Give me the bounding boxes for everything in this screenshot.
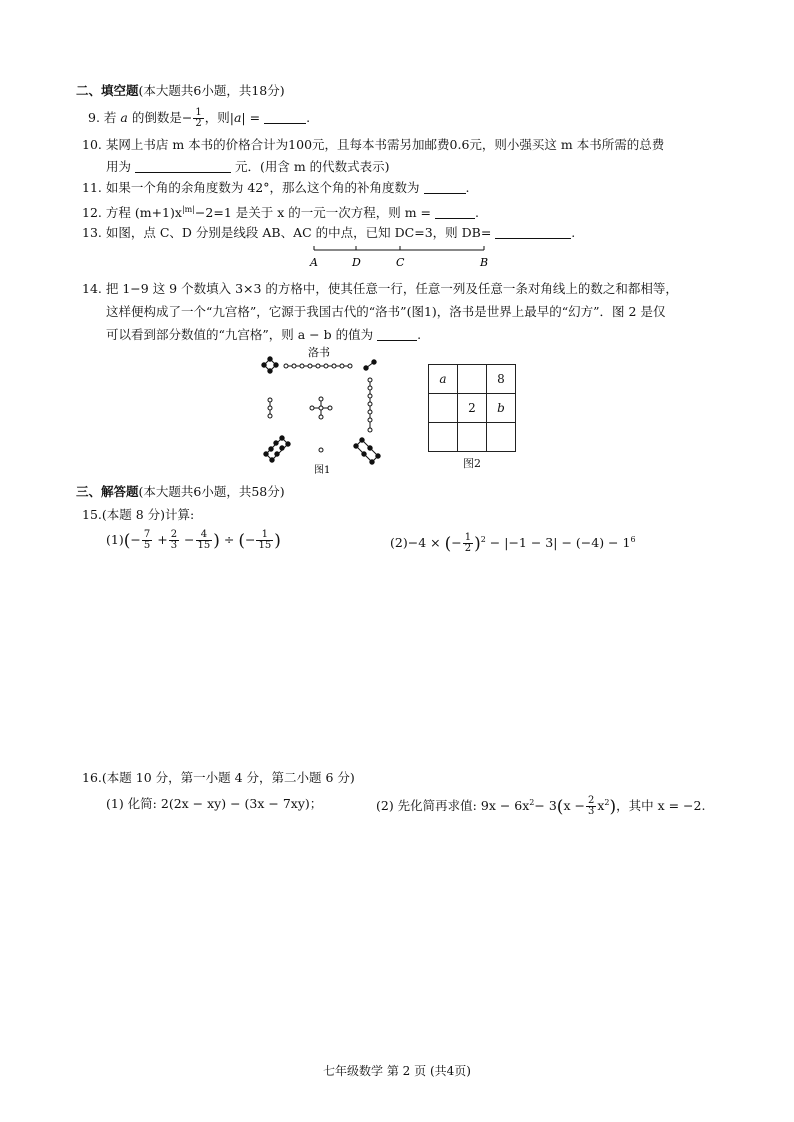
luoshu-figure — [258, 344, 388, 476]
q16-part1: (1) 化简: 2(2x − xy) − (3x − 7xy)； — [106, 796, 323, 811]
q16-p2-text: x − — [563, 798, 585, 814]
point-label-d: D — [352, 256, 361, 269]
op: − — [245, 532, 256, 547]
q16-part2 — [376, 790, 705, 820]
q16-p2-text: ，其中 x = −2. — [616, 798, 706, 814]
part-label: (1) — [106, 532, 124, 547]
q13-text: 如图，点 C、D 分别是线段 AB、AC 的中点，已知 DC=3，则 DB= — [105, 225, 492, 240]
paren-close: ) — [609, 797, 617, 818]
fraction — [586, 796, 596, 817]
magic-square-grid — [428, 364, 516, 452]
grid-cell — [458, 423, 487, 452]
q-number: 15. — [82, 507, 102, 522]
frac-num: 4 — [196, 530, 213, 541]
grid-caption: 图2 — [463, 457, 481, 470]
frac-num: 1 — [256, 530, 273, 541]
q16-head: (本题 10 分，第一小题 4 分，第二小题 6 分) — [101, 770, 355, 785]
q12-text: 方程 (m+1)x — [105, 205, 182, 221]
fraction — [169, 530, 179, 551]
q-number: 10. — [82, 137, 102, 152]
fraction — [256, 530, 273, 551]
q15-p2-text: − |−1 − 3| − (−4) − 1 — [489, 535, 631, 551]
question-11 — [82, 180, 469, 196]
frac-den: 3 — [587, 806, 595, 818]
question-10-line2 — [106, 159, 390, 175]
point-label-c: C — [396, 256, 405, 269]
question-16 — [82, 770, 355, 786]
grid-cell: a — [429, 365, 458, 394]
grid-cell: 8 — [487, 365, 516, 394]
q15-part1 — [106, 527, 281, 554]
exponent: 2 — [529, 798, 535, 807]
q14-line2: 这样便构成了一个“九宫格”，它源于我国古代的“洛书”(图1)，洛书是世界上最早的“幻方”．图 2 是仅 — [106, 304, 666, 319]
q15-part2 — [390, 527, 636, 557]
fraction — [463, 533, 473, 554]
paren-open: ( — [556, 797, 564, 818]
q11-end: . — [465, 180, 470, 195]
q9-eq: = — [249, 110, 261, 125]
grid-cell: 2 — [458, 394, 487, 423]
question-12 — [82, 202, 479, 221]
frac-den: 2 — [464, 543, 472, 555]
q9-text: 若 — [103, 110, 117, 125]
frac-num: 1 — [464, 532, 472, 544]
q12-text: −2=1 是关于 x 的一元一次方程，则 m = — [194, 205, 432, 221]
q13-end: . — [571, 225, 576, 240]
answer-blank[interactable] — [377, 328, 417, 341]
q-number: 16. — [82, 770, 102, 785]
section3-title: 三、解答题 — [76, 484, 139, 499]
q-number: 14. — [82, 281, 102, 296]
op: + — [157, 532, 168, 547]
op: ÷ — [223, 532, 235, 547]
q10-line2a: 用为 — [106, 159, 132, 174]
answer-blank[interactable] — [135, 160, 231, 173]
grid-cell: b — [487, 394, 516, 423]
q14-end: . — [417, 327, 422, 342]
q16-p2-text: (2) 先化简再求值: 9x − 6x — [376, 798, 530, 814]
q9-text: ，则 — [204, 110, 230, 125]
fraction — [196, 530, 213, 551]
exponent: 2 — [480, 535, 486, 544]
magic-square-figure — [428, 364, 516, 471]
q-number: 9. — [88, 110, 100, 125]
section2-title: 二、填空题 — [76, 83, 139, 98]
q14-line1: 把 1−9 这 9 个数填入 3×3 的方格中，使其任意一行，任意一列及任意一条对角线上的数之和都相等， — [105, 281, 678, 296]
section3-heading — [76, 484, 285, 500]
frac-den: 15 — [258, 540, 272, 551]
grid-cell — [487, 423, 516, 452]
q9-text: 的倒数是 — [131, 110, 182, 125]
q14-line3a: 可以看到部分数值的“九宫格”，则 a − b 的值为 — [106, 327, 374, 342]
luoshu-title: 洛书 — [308, 346, 330, 359]
part-label: (2) — [390, 535, 408, 551]
q9-minus: − — [181, 110, 193, 125]
q9-var: a — [120, 110, 128, 125]
section2-heading — [76, 83, 285, 99]
frac-num: 1 — [195, 107, 202, 118]
frac-num: 7 — [143, 529, 151, 540]
frac-num: 2 — [587, 795, 595, 807]
grid-cell — [429, 423, 458, 452]
q9-end: . — [306, 110, 311, 125]
question-10 — [82, 137, 664, 153]
grid-row — [429, 365, 516, 394]
op: − — [130, 532, 141, 547]
q9-fraction — [193, 108, 203, 129]
q10-line2b: 元．(用含 m 的代数式表示) — [234, 159, 390, 174]
fraction — [142, 530, 152, 551]
grid-cell — [429, 394, 458, 423]
q16-p2-text: − 3 — [534, 798, 557, 814]
answer-blank[interactable] — [424, 181, 466, 194]
q-number: 12. — [82, 205, 102, 221]
paren-open: ( — [444, 534, 452, 555]
grid-row — [429, 423, 516, 452]
q15-head: (本题 8 分)计算: — [101, 507, 195, 522]
paren-close: ) — [274, 531, 281, 551]
q-number: 13. — [82, 225, 102, 240]
paren-open: ( — [238, 531, 245, 551]
op: − — [451, 535, 462, 551]
answer-blank[interactable] — [435, 206, 475, 219]
segment-figure — [306, 242, 496, 270]
section3-note: (本大题共6小题，共58分) — [138, 484, 285, 499]
point-label-b: B — [480, 256, 489, 269]
q16-p2-text: x — [597, 798, 605, 814]
point-label-a: A — [310, 256, 318, 269]
q12-end: . — [475, 205, 479, 221]
q15-p2-text: −4 × — [407, 535, 441, 551]
exponent: 6 — [630, 535, 636, 544]
grid-row — [429, 394, 516, 423]
page-footer: 七年级数学 第 2 页 (共4页) — [323, 1064, 471, 1078]
paren-open: ( — [123, 531, 131, 551]
frac-den: 2 — [195, 118, 202, 129]
luoshu-caption: 图1 — [314, 465, 331, 476]
section2-note: (本大题共6小题，共18分) — [138, 83, 285, 98]
q10-line1: 某网上书店 m 本书的价格合计为100元，且每本书需另加邮费0.6元，则小强买这 m 本书所需的总费 — [105, 137, 665, 152]
frac-num: 2 — [170, 529, 178, 540]
question-15 — [82, 507, 194, 523]
question-13 — [82, 225, 575, 241]
question-9 — [88, 106, 310, 130]
op: − — [184, 532, 195, 547]
paren-close: ) — [213, 531, 220, 551]
q12-exponent: |m| — [181, 205, 195, 214]
frac-den: 3 — [170, 540, 178, 551]
frac-den: 5 — [143, 540, 151, 551]
paren-close: ) — [474, 534, 481, 555]
q9-abs: |a| — [229, 110, 246, 125]
grid-cell — [458, 365, 487, 394]
answer-blank[interactable] — [495, 226, 571, 239]
frac-den: 15 — [197, 540, 211, 551]
q-number: 11. — [82, 180, 102, 195]
answer-blank[interactable] — [264, 111, 306, 124]
question-14 — [82, 281, 678, 297]
q14-line3 — [106, 327, 421, 343]
q11-text: 如果一个角的余角度数为 42°，那么这个角的补角度数为 — [105, 180, 420, 195]
exponent: 2 — [604, 798, 610, 807]
